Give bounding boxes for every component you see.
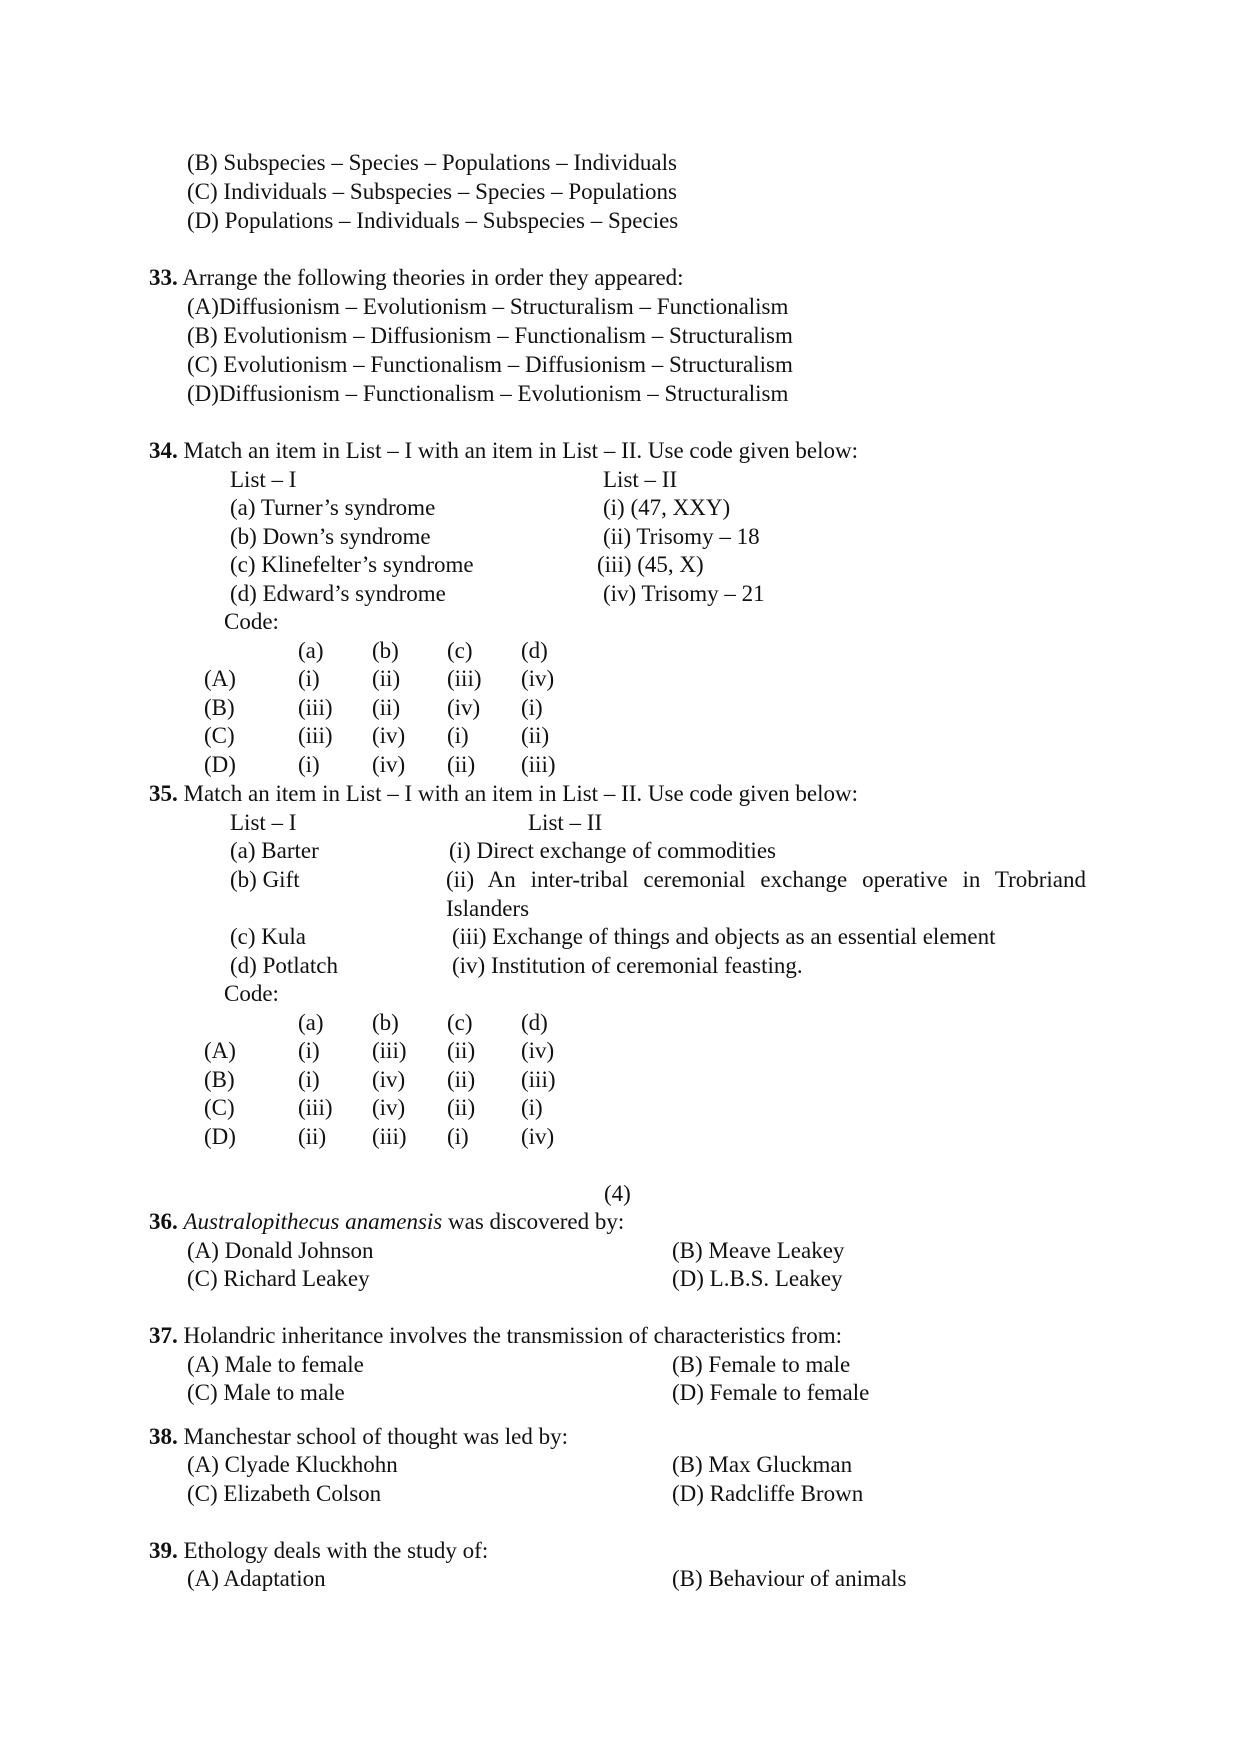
code-header-cell: (d): [521, 1010, 548, 1035]
page-number: (4): [604, 1181, 631, 1206]
q36-number: 36.: [149, 1209, 178, 1234]
q35-number: 35.: [149, 781, 178, 806]
q35-list1-item: (d) Potlatch: [230, 953, 338, 978]
q39-question: [149, 1537, 488, 1566]
code-header-cell: (c): [447, 638, 473, 663]
q35-list1-item: (b) Gift: [230, 867, 300, 892]
q36-option-a: (A) Donald Johnson: [187, 1238, 374, 1263]
code-cell: (i): [447, 1124, 469, 1149]
code-cell: (iv): [521, 666, 555, 691]
q37-option-a: (A) Male to female: [187, 1352, 364, 1377]
code-cell: (iv): [372, 1067, 406, 1092]
q32-option-c: (C) Individuals – Subspecies – Species – Populations: [187, 179, 677, 204]
q33-option-c: [187, 351, 793, 380]
q32-option-b: (B) Subspecies – Species – Populations – Individuals: [187, 150, 677, 175]
q34-list2-item: (i) (47, XXY): [603, 495, 731, 520]
code-cell: (ii): [447, 752, 476, 777]
code-cell: (i): [447, 723, 469, 748]
code-cell: (ii): [372, 695, 401, 720]
q34-list2-item: (iv) Trisomy – 21: [603, 581, 765, 606]
q36-option-b: (B) Meave Leakey: [672, 1238, 845, 1263]
q33-option-a: [187, 293, 788, 322]
code-cell: (iii): [447, 666, 482, 691]
code-cell: (i): [521, 1095, 543, 1120]
q35-text: Match an item in List – I with an item in List – II. Use code given below:: [183, 781, 859, 806]
q35-list2-header: List – II: [528, 810, 603, 835]
code-header-cell: (a): [298, 1010, 324, 1035]
q38-option-c: (C) Elizabeth Colson: [187, 1481, 382, 1506]
q39-option-b: (B) Behaviour of animals: [672, 1566, 907, 1591]
q37-number: 37.: [149, 1323, 178, 1348]
q39-option-a: (A) Adaptation: [187, 1566, 326, 1591]
code-cell: (i): [298, 666, 320, 691]
q38-question: [149, 1423, 568, 1452]
q33-question: [149, 264, 684, 293]
q34-list2-item: (iii) (45, X): [597, 552, 704, 577]
q34-question: [149, 437, 858, 466]
q37-text: Holandric inheritance involves the transmission of characteristics from:: [183, 1323, 842, 1348]
q35-list1-header: List – I: [230, 810, 297, 835]
option-label: (B): [187, 323, 218, 348]
q35-list1-item: (c) Kula: [230, 924, 306, 949]
q39-text: Ethology deals with the study of:: [183, 1538, 489, 1563]
q37-option-c: (C) Male to male: [187, 1380, 345, 1405]
code-cell: (i): [521, 695, 543, 720]
q34-list1-item: (b) Down’s syndrome: [230, 524, 431, 549]
q33-option-b: [187, 322, 793, 351]
code-row-label: (D): [204, 1124, 236, 1149]
q38-number: 38.: [149, 1424, 178, 1449]
code-header-cell: (b): [372, 1010, 399, 1035]
q34-list1-item: (d) Edward’s syndrome: [230, 581, 446, 606]
q36-option-c: (C) Richard Leakey: [187, 1266, 370, 1291]
code-cell: (iv): [372, 752, 406, 777]
code-cell: (iii): [372, 1124, 407, 1149]
option-text: Diffusionism – Functionalism – Evolutionism – Structuralism: [218, 381, 789, 406]
q34-list1-item: (a) Turner’s syndrome: [230, 495, 436, 520]
code-cell: (i): [298, 1038, 320, 1063]
code-row-label: (B): [204, 695, 235, 720]
q34-list2-header: List – II: [603, 467, 678, 492]
q34-text: Match an item in List – I with an item in List – II. Use code given below:: [183, 438, 859, 463]
code-cell: (iii): [521, 1067, 556, 1092]
code-cell: (ii): [298, 1124, 327, 1149]
code-row-label: (C): [204, 723, 235, 748]
code-row-label: (B): [204, 1067, 235, 1092]
option-text: Evolutionism – Diffusionism – Functionalism – Structuralism: [223, 323, 793, 348]
code-cell: (iv): [447, 695, 481, 720]
q36-text: was discovered by:: [442, 1209, 625, 1234]
code-cell: (iii): [298, 695, 333, 720]
q38-option-a: (A) Clyade Kluckhohn: [187, 1452, 398, 1477]
code-cell: (i): [298, 1067, 320, 1092]
code-cell: (ii): [447, 1067, 476, 1092]
code-cell: (iii): [372, 1038, 407, 1063]
q34-code-label: Code:: [224, 609, 279, 634]
option-text: Diffusionism – Evolutionism – Structuralism – Functionalism: [218, 294, 789, 319]
code-cell: (ii): [372, 666, 401, 691]
q34-number: 34.: [149, 438, 178, 463]
code-header-cell: (c): [447, 1010, 473, 1035]
q36-question: [149, 1208, 624, 1237]
q35-code-label: Code:: [224, 981, 279, 1006]
code-row-label: (A): [204, 1038, 236, 1063]
q38-option-d: (D) Radcliffe Brown: [672, 1481, 864, 1506]
code-cell: (iv): [521, 1124, 555, 1149]
q35-list2-item: (iv) Institution of ceremonial feasting.: [452, 953, 803, 978]
q33-text: Arrange the following theories in order they appeared:: [182, 265, 684, 290]
q34-list1-item: (c) Klinefelter’s syndrome: [230, 552, 474, 577]
code-cell: (iii): [521, 752, 556, 777]
option-label: (C): [187, 352, 218, 377]
code-header-cell: (b): [372, 638, 399, 663]
code-cell: (iv): [521, 1038, 555, 1063]
code-cell: (iii): [298, 1095, 333, 1120]
q37-option-b: (B) Female to male: [672, 1352, 851, 1377]
q35-question: [149, 780, 858, 809]
code-cell: (ii): [521, 723, 550, 748]
q38-text: Manchestar school of thought was led by:: [183, 1424, 569, 1449]
q34-list1-header: List – I: [230, 467, 297, 492]
code-cell: (iv): [372, 723, 406, 748]
q35-list1-item: (a) Barter: [230, 838, 319, 863]
code-header-cell: (a): [298, 638, 324, 663]
q37-option-d: (D) Female to female: [672, 1380, 870, 1405]
q35-list2-item: (ii) An inter-tribal ceremonial exchange operative in Trobriand Islanders: [446, 867, 1086, 921]
code-header-cell: (d): [521, 638, 548, 663]
code-cell: (iv): [372, 1095, 406, 1120]
code-row-label: (A): [204, 666, 236, 691]
q34-list2-item: (ii) Trisomy – 18: [603, 524, 760, 549]
option-label: (D): [187, 381, 219, 406]
q35-list2-item: (iii) Exchange of things and objects as an essential element: [452, 924, 996, 949]
q33-option-d: [187, 380, 788, 409]
code-row-label: (D): [204, 752, 236, 777]
q33-number: 33.: [149, 265, 178, 290]
q36-species-name: Australopithecus anamensis: [183, 1209, 443, 1234]
code-cell: (ii): [447, 1038, 476, 1063]
code-cell: (i): [298, 752, 320, 777]
option-label: (A): [187, 294, 219, 319]
q38-option-b: (B) Max Gluckman: [672, 1452, 853, 1477]
q35-list2-item: (i) Direct exchange of commodities: [449, 838, 776, 863]
q39-number: 39.: [149, 1538, 178, 1563]
q32-option-d: (D) Populations – Individuals – Subspecies – Species: [187, 208, 679, 233]
q37-question: [149, 1322, 842, 1351]
q36-option-d: (D) L.B.S. Leakey: [672, 1266, 843, 1291]
option-text: Evolutionism – Functionalism – Diffusionism – Structuralism: [223, 352, 793, 377]
code-row-label: (C): [204, 1095, 235, 1120]
code-cell: (iii): [298, 723, 333, 748]
code-cell: (ii): [447, 1095, 476, 1120]
